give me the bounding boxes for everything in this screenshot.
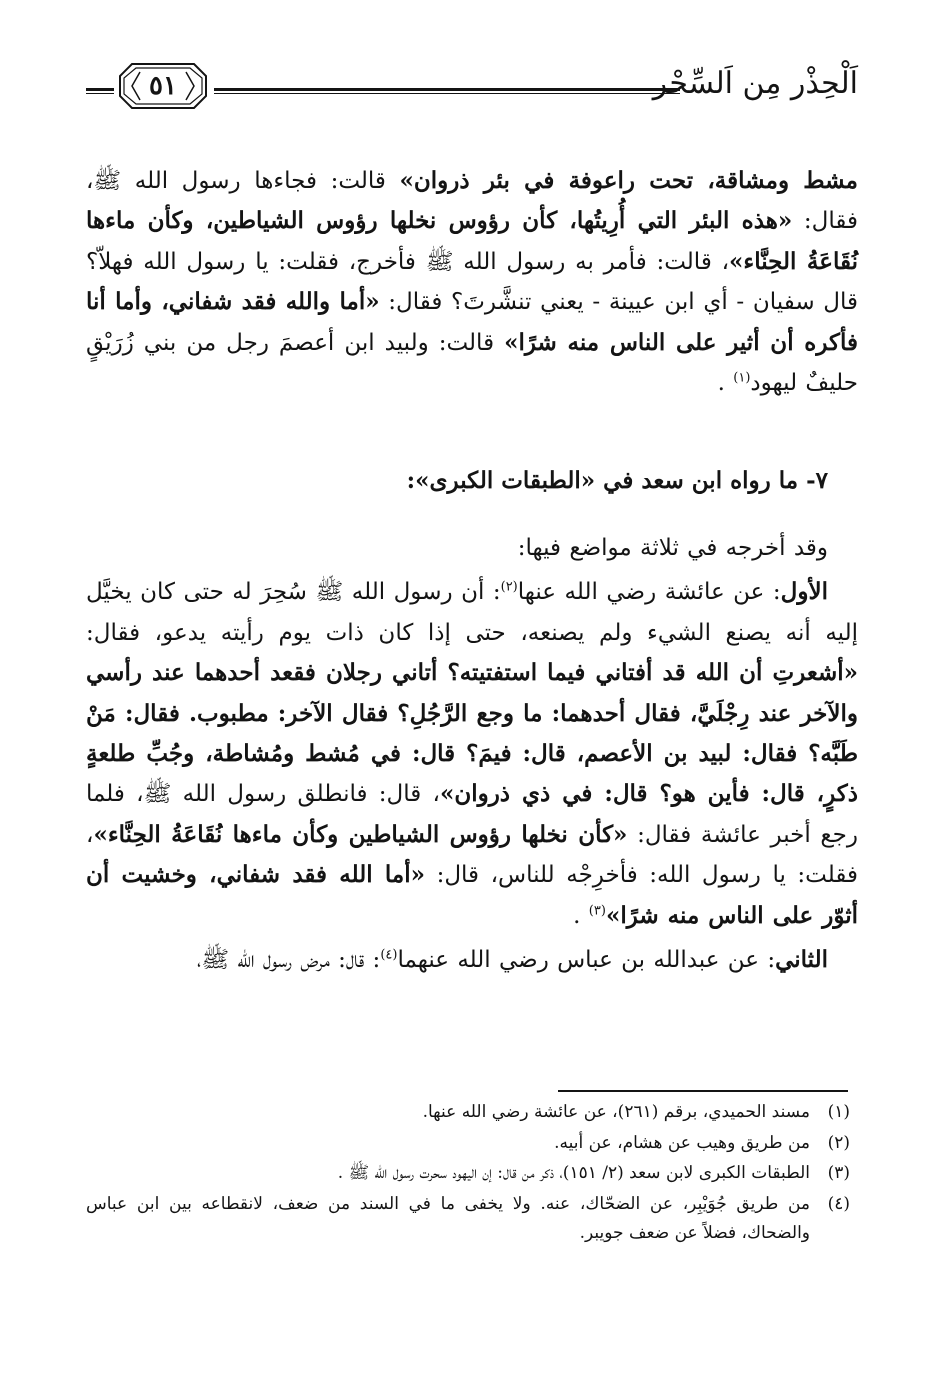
text-run: : عن عبدالله بن عباس رضي الله عنهما xyxy=(397,947,776,974)
footnote-ref: (٤) xyxy=(380,947,398,963)
paragraph-1 xyxy=(86,161,858,403)
text-run: . xyxy=(573,902,589,929)
quoted-text: مشط ومشاقة، تحت راعوفة في بئر ذروان» xyxy=(399,167,858,194)
quoted-text: الثاني xyxy=(775,946,828,974)
footnote-text: مسند الحميدي، برقم (٢٦١)، عن عائشة رضي الله عنها. xyxy=(422,1102,810,1122)
footnote-number: (١) xyxy=(827,1102,850,1122)
footnote-item xyxy=(86,1190,850,1249)
quoted-text: «أما والله فقد شفاني، وأما أنا فأكره أن أثير على الناس منه شرًا» xyxy=(86,288,858,356)
text-run: : أن رسول الله ﷺ سُحِرَ له حتى كان يخيَّل إليه أنه يصنع الشيء ولم يصنعه، حتى إذا كان ذات يوم رأيته يدعو، فقال: xyxy=(86,579,858,646)
footnote-number: (٢) xyxy=(827,1132,850,1153)
footnote-text: من طريق جُوَيْبِر، عن الضحّاك، عنه. ولا يخفى ما في السند من ضعف، لانقطاعه بين ابن عباس والضحاك، فضلاً عن ضعف جويبر. xyxy=(86,1193,810,1243)
footnote-separator xyxy=(558,1090,848,1092)
quoted-text: «أما الله فقد شفاني، وخشيت أن أثوّر على الناس منه شرًا» xyxy=(86,861,858,929)
main-text-block xyxy=(86,528,858,980)
footnote-text: الطبقات الكبرى لابن سعد (٢/ ١٥١)، ذكر من قال: إن اليهود سحرت رسول الله ﷺ . xyxy=(337,1163,810,1183)
paragraph-3 xyxy=(86,940,858,980)
intro-line: وقد أخرجه في ثلاثة مواضع فيها: xyxy=(517,535,828,561)
quoted-text: «هذه البئر التي أُرِيتُها، كأن رؤوس نخلها رؤوس الشياطين، وكأن ماءها نُقَاعَةُ الحِنَّاء» xyxy=(86,207,858,275)
text-run: ، قالت: فأمر به رسول الله ﷺ فأخرج، فقلت: يا رسول الله فهلاّ؟ قال سفيان - أي ابن عيينة - يعني تنشَّرتَ؟ فقال: xyxy=(86,248,858,316)
book-title: اَلْحِذْر مِن اَلسِّحْر xyxy=(652,66,858,101)
footnote-ref: (٣) xyxy=(588,903,606,918)
text-run: . xyxy=(717,370,734,397)
section-heading: ٧- ما رواه ابن سعد في «الطبقات الكبرى»: xyxy=(406,467,828,494)
text-run: ، قال: فانطلق رسول الله ﷺ، فلما رجع أخبر عائشة فقال: xyxy=(86,781,858,848)
header-rule-short xyxy=(86,88,114,94)
text-run: : عن عائشة رضي الله عنها xyxy=(517,579,781,606)
footnotes xyxy=(86,1098,850,1250)
paragraph-2 xyxy=(86,572,858,936)
quoted-text: الأول xyxy=(780,578,828,606)
footnote-ref: (٢) xyxy=(500,579,518,595)
text-run: : قال: مرض رسول الله ﷺ، xyxy=(196,947,381,974)
page-number: ٥١ xyxy=(149,71,177,101)
footnote-item xyxy=(86,1098,850,1128)
text-run: ، فقلت: يا رسول الله: فأخرِجْه للناس، قال: xyxy=(86,821,859,889)
footnote-number: (٣) xyxy=(827,1163,850,1183)
footnote-item xyxy=(86,1129,850,1159)
header-rule xyxy=(214,88,680,94)
quoted-text: «كأن نخلها رؤوس الشياطين وكأن ماءها نُقَاعَةُ الحِنَّاء» xyxy=(93,820,628,848)
footnote-number: (٤) xyxy=(827,1193,850,1214)
text-run: قالت: ولبيد ابن أعصمَ رجل من بني زُرَيْقٍ حليفٌ ليهود xyxy=(86,329,858,397)
footnote-ref: (١) xyxy=(733,370,751,386)
quoted-text: «أشعرتِ أن الله قد أفتاني فيما استفتيته؟ أتاني رجلان فقعد أحدهما عند رأسي والآخر عند رِجْلَيَّ، فقال أحدهما: ما وجع الرَّجُلِ؟ فقال الآخر: مطبوب. فقال: مَنْ طَبَّه؟ فقال: لبيد بن الأعصم، قال: فيمَ؟ قال: في مُشط ومُشاطة، وجُبِّ طلعةٍ ذكرٍ، قال: فأين هو؟ قال: في ذي ذروان» xyxy=(86,659,858,808)
paragraph-1-block xyxy=(86,161,858,403)
running-header xyxy=(86,58,858,114)
text-run: قالت: فجاءها رسول الله ﷺ، فقال: xyxy=(86,168,858,235)
footnote-item xyxy=(86,1159,850,1189)
footnote-text: من طريق وهيب عن هشام، عن أبيه. xyxy=(554,1132,810,1153)
